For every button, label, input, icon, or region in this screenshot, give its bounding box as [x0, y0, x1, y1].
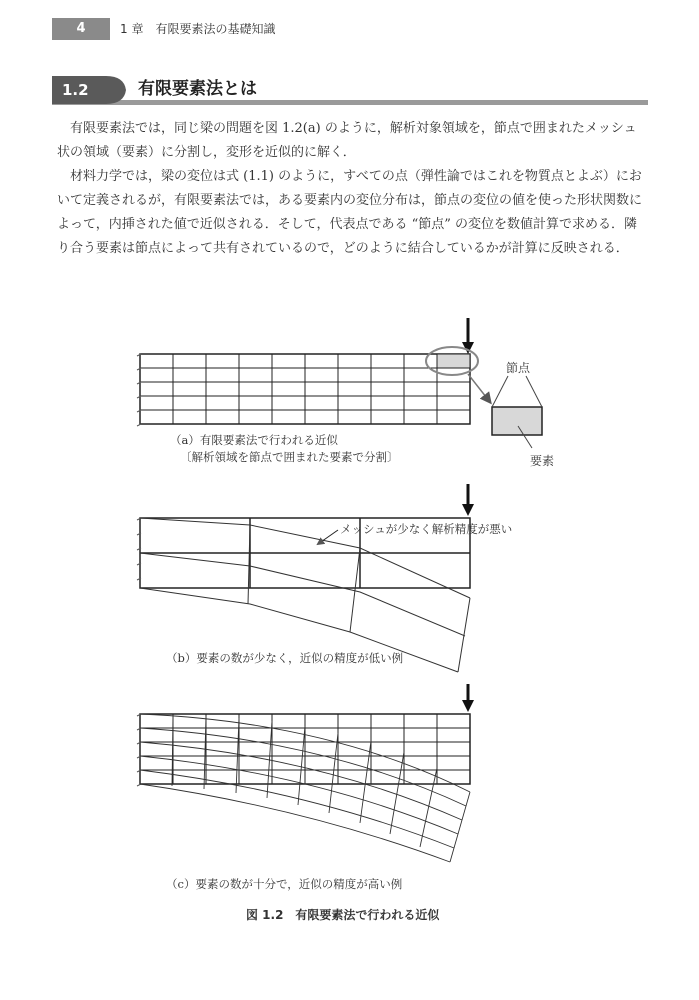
zoomed-element — [492, 407, 542, 435]
diagram-b-deformed — [140, 518, 470, 672]
annotation-arrow-b — [318, 530, 338, 544]
diagram-a-mesh — [140, 354, 470, 424]
load-arrow-b — [462, 484, 474, 516]
paragraph-1: 有限要素法では，同じ梁の問題を図 1.2(a) のように，解析対象領域を，節点で囲まれたメッシュ状の領域（要素）に分割し，変形を近似的に解く． — [57, 121, 637, 160]
load-arrow-c — [462, 684, 474, 712]
diagram-c-undeformed — [140, 714, 470, 784]
section-number: 1.2 — [62, 81, 89, 99]
label-element: 要素 — [530, 454, 555, 468]
highlighted-element — [437, 354, 470, 368]
label-node: 節点 — [506, 361, 531, 375]
section-title: 有限要素法とは — [138, 79, 257, 99]
paragraph-2: 材料力学では，梁の変位は式 (1.1) のように，すべての点（弾性論ではこれを物質点とよぶ）において定義されるが，有限要素法では，ある要素内の変位分布は，節点の変位の値を使った形状関数によって，内挿された値で近似される．そして，代表点である “節点” の変位を数値計算で求める．隣り合う要素は節点によって共有されているので，どのように結合しているかが計算に反映される． — [57, 169, 643, 256]
caption-b: （b）要素の数が少なく，近似の精度が低い例 — [166, 651, 404, 665]
caption-a-line1: （a）有限要素法で行われる近似 — [170, 433, 338, 447]
zoom-arrow — [468, 374, 490, 402]
page-number: 4 — [52, 18, 110, 40]
caption-c: （c）要素の数が十分で，近似の精度が高い例 — [166, 877, 403, 891]
figure-caption: 図 1.2 有限要素法で行われる近似 — [246, 908, 440, 922]
chapter-title: 1 章 有限要素法の基礎知識 — [120, 22, 276, 36]
caption-a-line2: 〔解析領域を節点で囲まれた要素で分割〕 — [180, 450, 399, 464]
annotation-b: メッシュが少なく解析精度が悪い — [340, 522, 513, 536]
